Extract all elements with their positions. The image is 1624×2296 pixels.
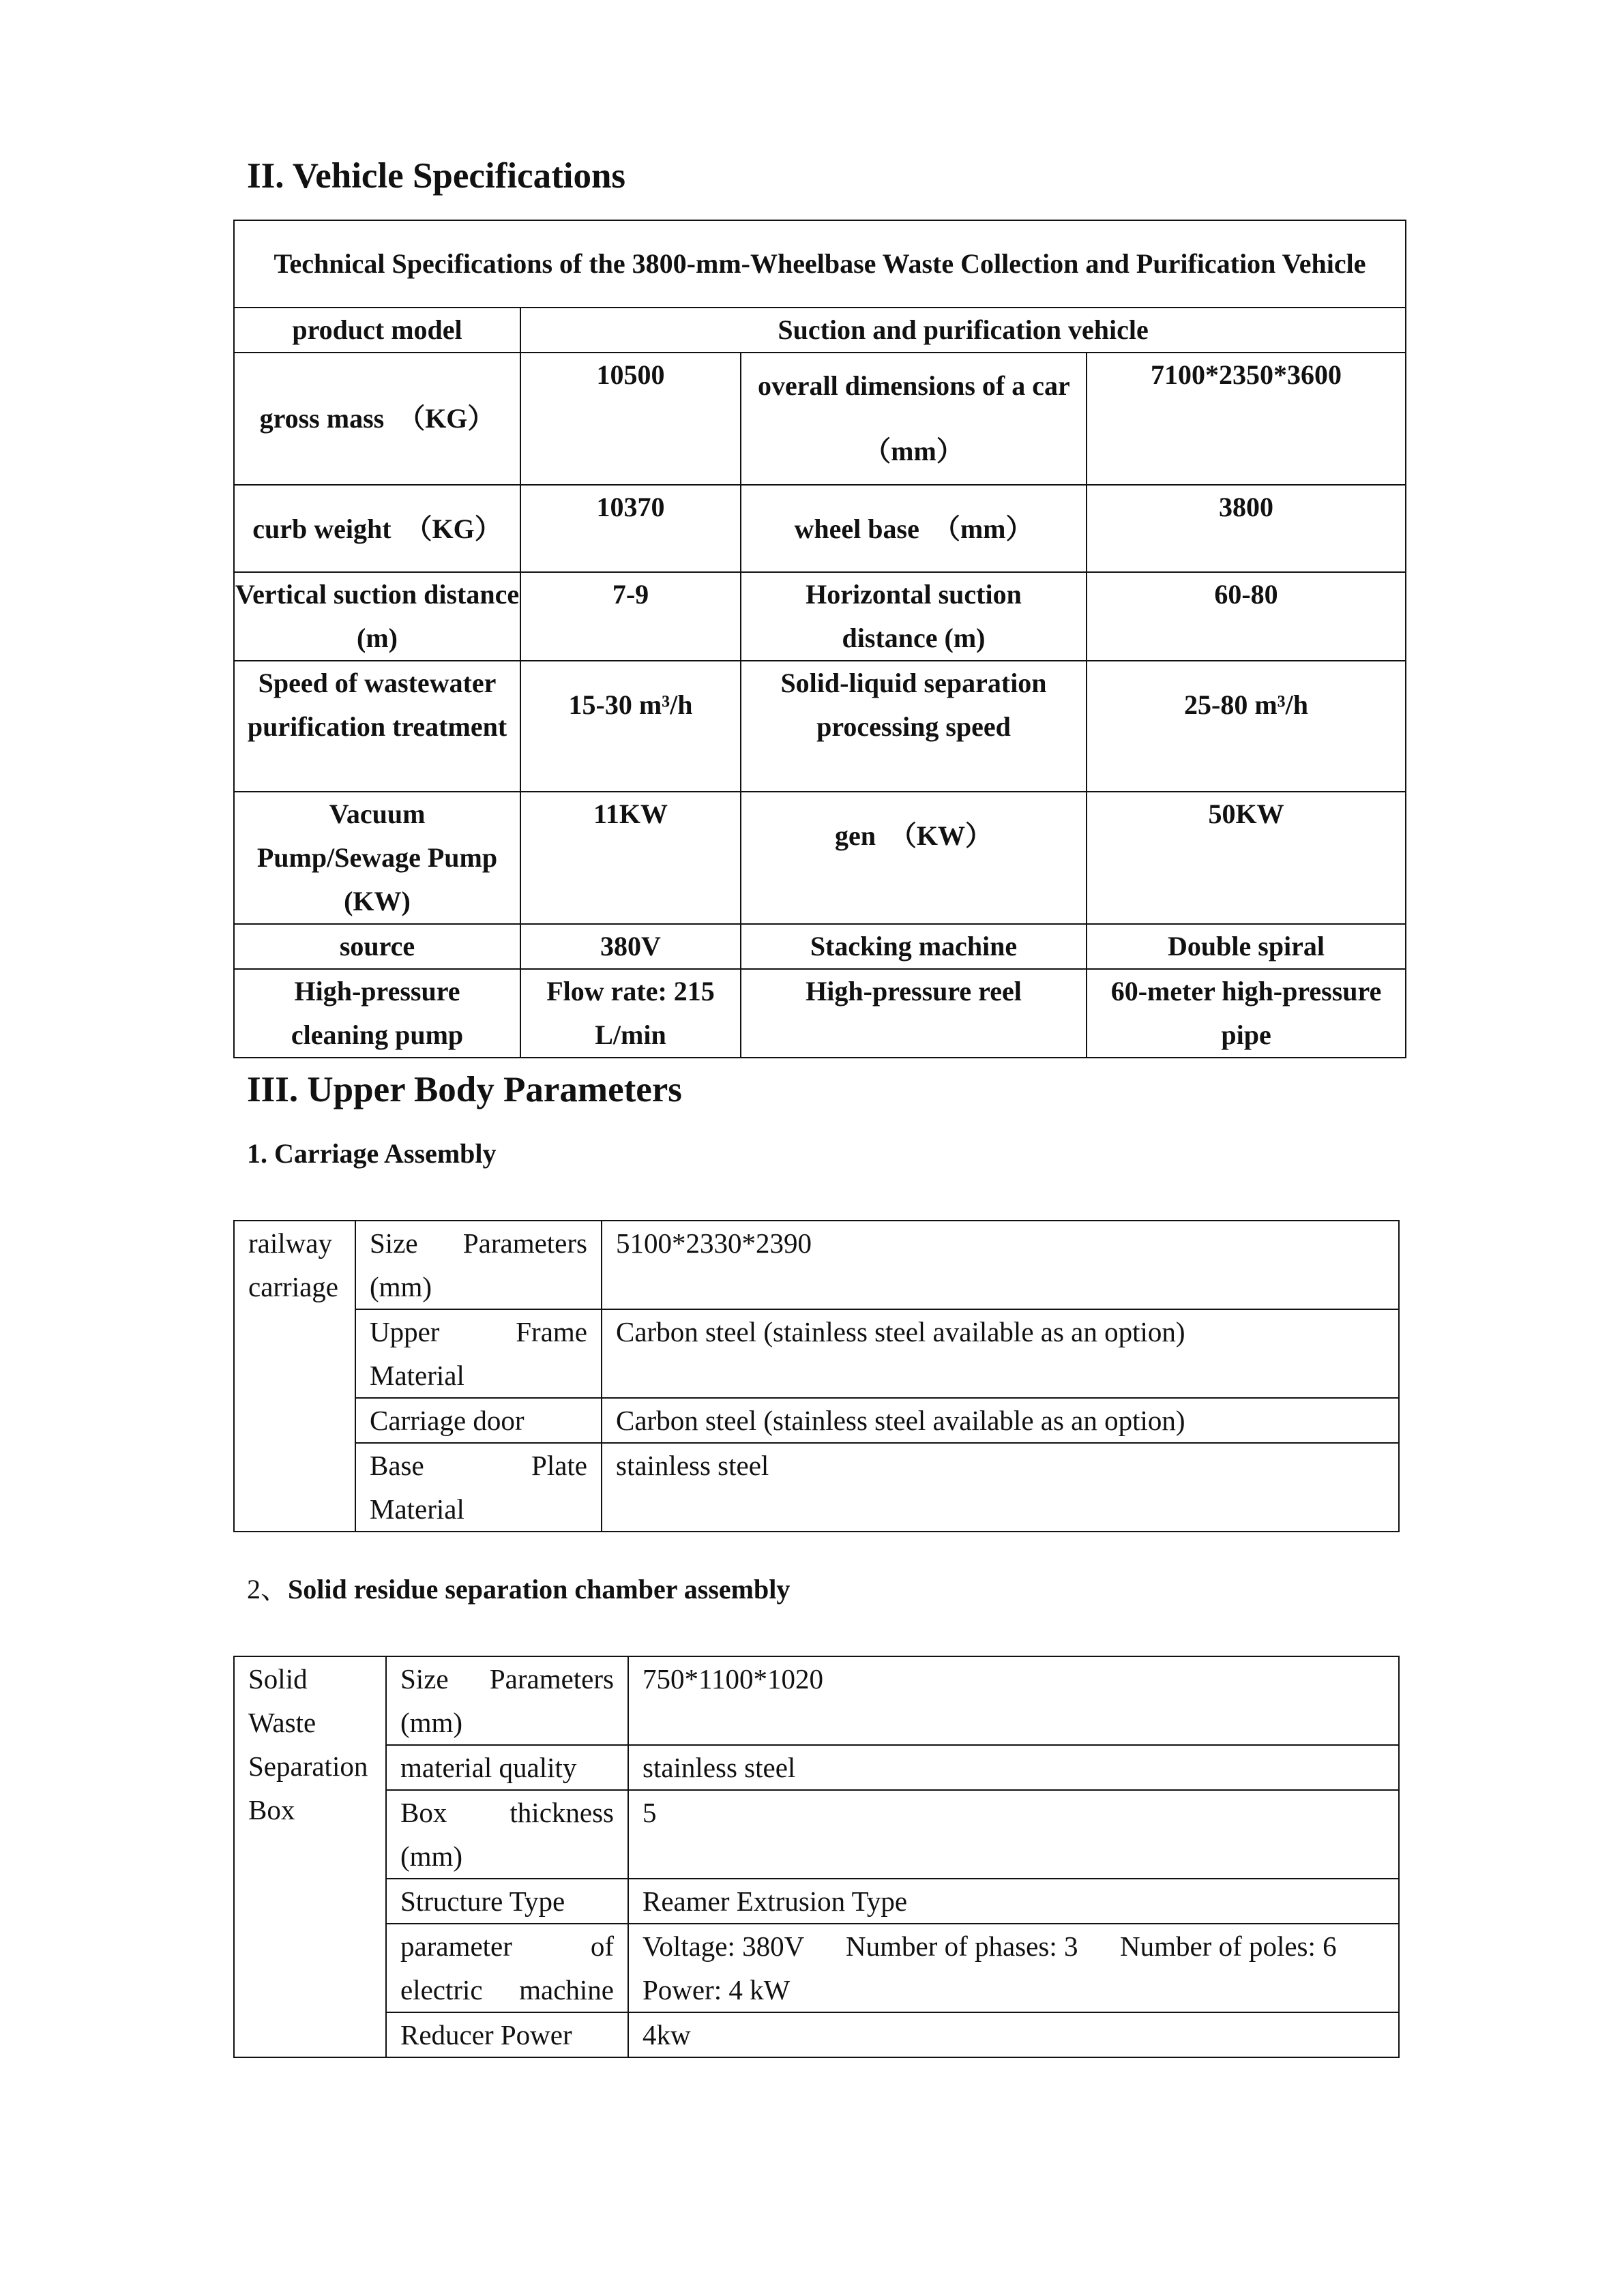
power-source-label: source bbox=[234, 924, 520, 969]
cleaning-pump-label: High-pressure cleaning pump bbox=[234, 969, 520, 1058]
horizontal-suction-value: 60-80 bbox=[1087, 572, 1406, 661]
curb-weight-value: 10370 bbox=[520, 485, 741, 572]
separation-speed-value: 25-80 m³/h bbox=[1087, 661, 1406, 792]
gross-mass-label: gross mass （KG） bbox=[234, 353, 520, 485]
curb-weight-label: curb weight （KG） bbox=[234, 485, 520, 572]
solid-material-value: stainless steel bbox=[628, 1745, 1399, 1790]
gross-mass-value: 10500 bbox=[520, 353, 741, 485]
product-model-label: product model bbox=[234, 308, 520, 353]
solid-structure-value: Reamer Extrusion Type bbox=[628, 1879, 1399, 1924]
spec-table-title: Technical Specifications of the 3800-mm-Wheelbase Waste Collection and Purification Vehicle bbox=[234, 220, 1406, 308]
carriage-group-label: railway carriage bbox=[234, 1221, 355, 1532]
solid-reducer-label: Reducer Power bbox=[386, 2012, 628, 2057]
vacuum-pump-value: 11KW bbox=[520, 792, 741, 924]
separation-speed-label: Solid-liquid separation processing speed bbox=[741, 661, 1087, 792]
generator-value: 50KW bbox=[1087, 792, 1406, 924]
carriage-frame-value: Carbon steel (stainless steel available as an option) bbox=[602, 1309, 1399, 1398]
carriage-size-value: 5100*2330*2390 bbox=[602, 1221, 1399, 1309]
stacking-machine-value: Double spiral bbox=[1087, 924, 1406, 969]
solid-size-value: 750*1100*1020 bbox=[628, 1656, 1399, 1745]
carriage-size-label: Size Parameters (mm) bbox=[355, 1221, 602, 1309]
power-source-value: 380V bbox=[520, 924, 741, 969]
carriage-door-label: Carriage door bbox=[355, 1398, 602, 1443]
subsection-carriage-assembly: 1. Carriage Assembly bbox=[247, 1138, 497, 1169]
carriage-frame-label: Upper Frame Material bbox=[355, 1309, 602, 1398]
overall-dimensions-label: overall dimensions of a car （mm） bbox=[741, 353, 1087, 485]
stacking-machine-label: Stacking machine bbox=[741, 924, 1087, 969]
vacuum-pump-label: Vacuum Pump/Sewage Pump (KW) bbox=[234, 792, 520, 924]
wheel-base-value: 3800 bbox=[1087, 485, 1406, 572]
solid-thickness-value: 5 bbox=[628, 1790, 1399, 1879]
solid-reducer-value: 4kw bbox=[628, 2012, 1399, 2057]
subsection-solid-residue: 2、Solid residue separation chamber assembly bbox=[247, 1574, 791, 1605]
vertical-suction-value: 7-9 bbox=[520, 572, 741, 661]
solid-motor-label: parameter of electric machine bbox=[386, 1924, 628, 2012]
carriage-door-value: Carbon steel (stainless steel available as an option) bbox=[602, 1398, 1399, 1443]
vertical-suction-label: Vertical suction distance (m) bbox=[234, 572, 520, 661]
vehicle-spec-table bbox=[233, 220, 1406, 1058]
purification-speed-value: 15-30 m³/h bbox=[520, 661, 741, 792]
cleaning-pump-value: Flow rate: 215 L/min bbox=[520, 969, 741, 1058]
generator-label: gen （KW） bbox=[741, 792, 1087, 924]
solid-group-label: Solid Waste Separation Box bbox=[234, 1656, 386, 2057]
pressure-reel-label: High-pressure reel bbox=[741, 969, 1087, 1058]
solid-size-label: Size Parameters (mm) bbox=[386, 1656, 628, 1745]
overall-dimensions-value: 7100*2350*3600 bbox=[1087, 353, 1406, 485]
solid-material-label: material quality bbox=[386, 1745, 628, 1790]
carriage-base-label: Base Plate Material bbox=[355, 1443, 602, 1532]
carriage-assembly-table bbox=[233, 1220, 1400, 1532]
solid-residue-table bbox=[233, 1656, 1400, 2058]
purification-speed-label: Speed of wastewater purification treatment bbox=[234, 661, 520, 792]
section-title-vehicle-specifications: II. Vehicle Specifications bbox=[247, 156, 626, 196]
product-model-value: Suction and purification vehicle bbox=[520, 308, 1406, 353]
carriage-base-value: stainless steel bbox=[602, 1443, 1399, 1532]
solid-structure-label: Structure Type bbox=[386, 1879, 628, 1924]
horizontal-suction-label: Horizontal suction distance (m) bbox=[741, 572, 1087, 661]
pressure-reel-value: 60-meter high-pressure pipe bbox=[1087, 969, 1406, 1058]
solid-motor-value: Voltage: 380V Number of phases: 3 Number of poles: 6 Power: 4 kW bbox=[628, 1924, 1399, 2012]
section-title-upper-body: III. Upper Body Parameters bbox=[247, 1070, 682, 1109]
wheel-base-label: wheel base （mm） bbox=[741, 485, 1087, 572]
solid-thickness-label: Box thickness (mm) bbox=[386, 1790, 628, 1879]
